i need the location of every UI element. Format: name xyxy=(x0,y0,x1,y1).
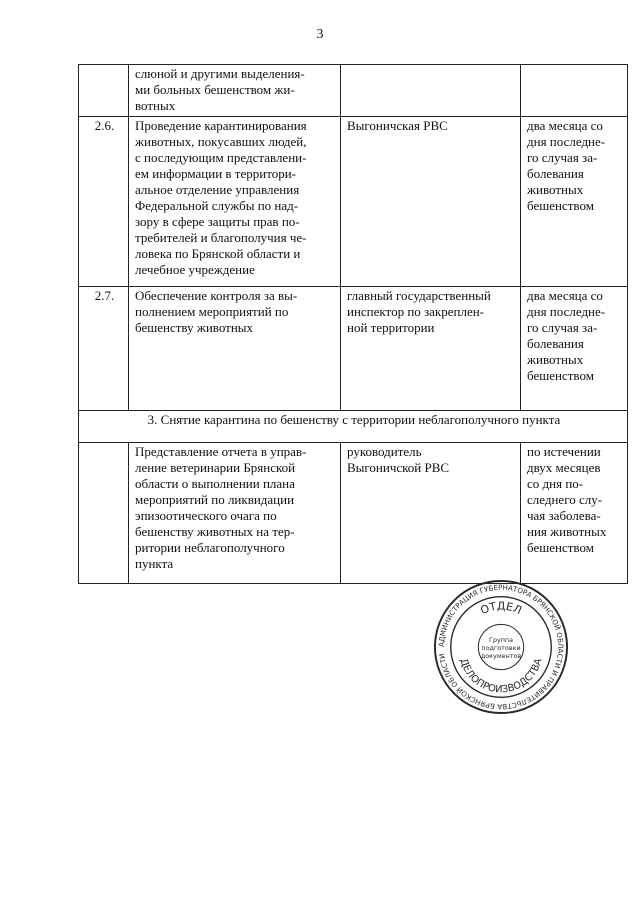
section-header-row xyxy=(79,411,628,443)
table-row xyxy=(79,287,628,411)
page-number: 3 xyxy=(316,27,324,42)
stamp-center-line-3: документов xyxy=(480,651,522,660)
measures-table xyxy=(78,64,628,584)
responsible-cell xyxy=(341,65,521,117)
row-number xyxy=(79,65,129,117)
stamp-outer-text: АДМИНИСТРАЦИЯ ГУБЕРНАТОРА БРЯНСКОЙ ОБЛАСТИ И ПРАВИТЕЛЬСТВА БРЯНСКОЙ ОБЛАСТИ xyxy=(436,582,566,712)
term-cell: два месяца со дня последне- го случая за- болевания животных бешенством xyxy=(521,287,628,411)
task-cell: слюной и другими выделения- ми больных бешенством жи- вотных xyxy=(129,65,341,117)
term-cell xyxy=(521,65,628,117)
table-row xyxy=(79,117,628,287)
term-cell: два месяца со дня последне- го случая за- болевания животных бешенством xyxy=(521,117,628,287)
stamp-center-line-2: подготовки xyxy=(481,643,521,652)
office-stamp xyxy=(432,578,570,716)
row-number: 2.6. xyxy=(79,117,129,287)
stamp-bottom-word: ДЕЛОПРОИЗВОДСТВА xyxy=(457,657,545,696)
row-number: 2.7. xyxy=(79,287,129,411)
table-row xyxy=(79,443,628,584)
responsible-cell: Выгоничская РВС xyxy=(341,117,521,287)
stamp-center-line-1: Группа xyxy=(488,636,514,645)
task-cell: Проведение карантинирования животных, покусавших людей, с последующим представлени- ем информации в территори- альное отделение управления Федеральной службы по над- зору в сфере защиты прав по- требителей и благополучия че- ловека по Брянской области и лечебное учреждение xyxy=(129,117,341,287)
responsible-cell: руководитель Выгоничской РВС xyxy=(341,443,521,584)
task-cell: Обеспечение контроля за вы- полнением мероприятий по бешенству животных xyxy=(129,287,341,411)
row-number xyxy=(79,443,129,584)
stamp-seal xyxy=(432,578,570,716)
table-row xyxy=(79,65,628,117)
task-cell: Представление отчета в управ- ление ветеринарии Брянской области о выполнении плана мероприятий по ликвидации эпизоотического очага по бешенству животных на тер- ритории неблагополучного пункта xyxy=(129,443,341,584)
section-3-title: 3. Снятие карантина по бешенству с территории неблагополучного пункта xyxy=(79,411,628,443)
stamp-top-word: ОТДЕЛ xyxy=(478,599,524,618)
responsible-cell: главный государственный инспектор по закреплен- ной территории xyxy=(341,287,521,411)
term-cell: по истечении двух месяцев со дня по- следнего слу- чая заболева- ния животных бешенством xyxy=(521,443,628,584)
